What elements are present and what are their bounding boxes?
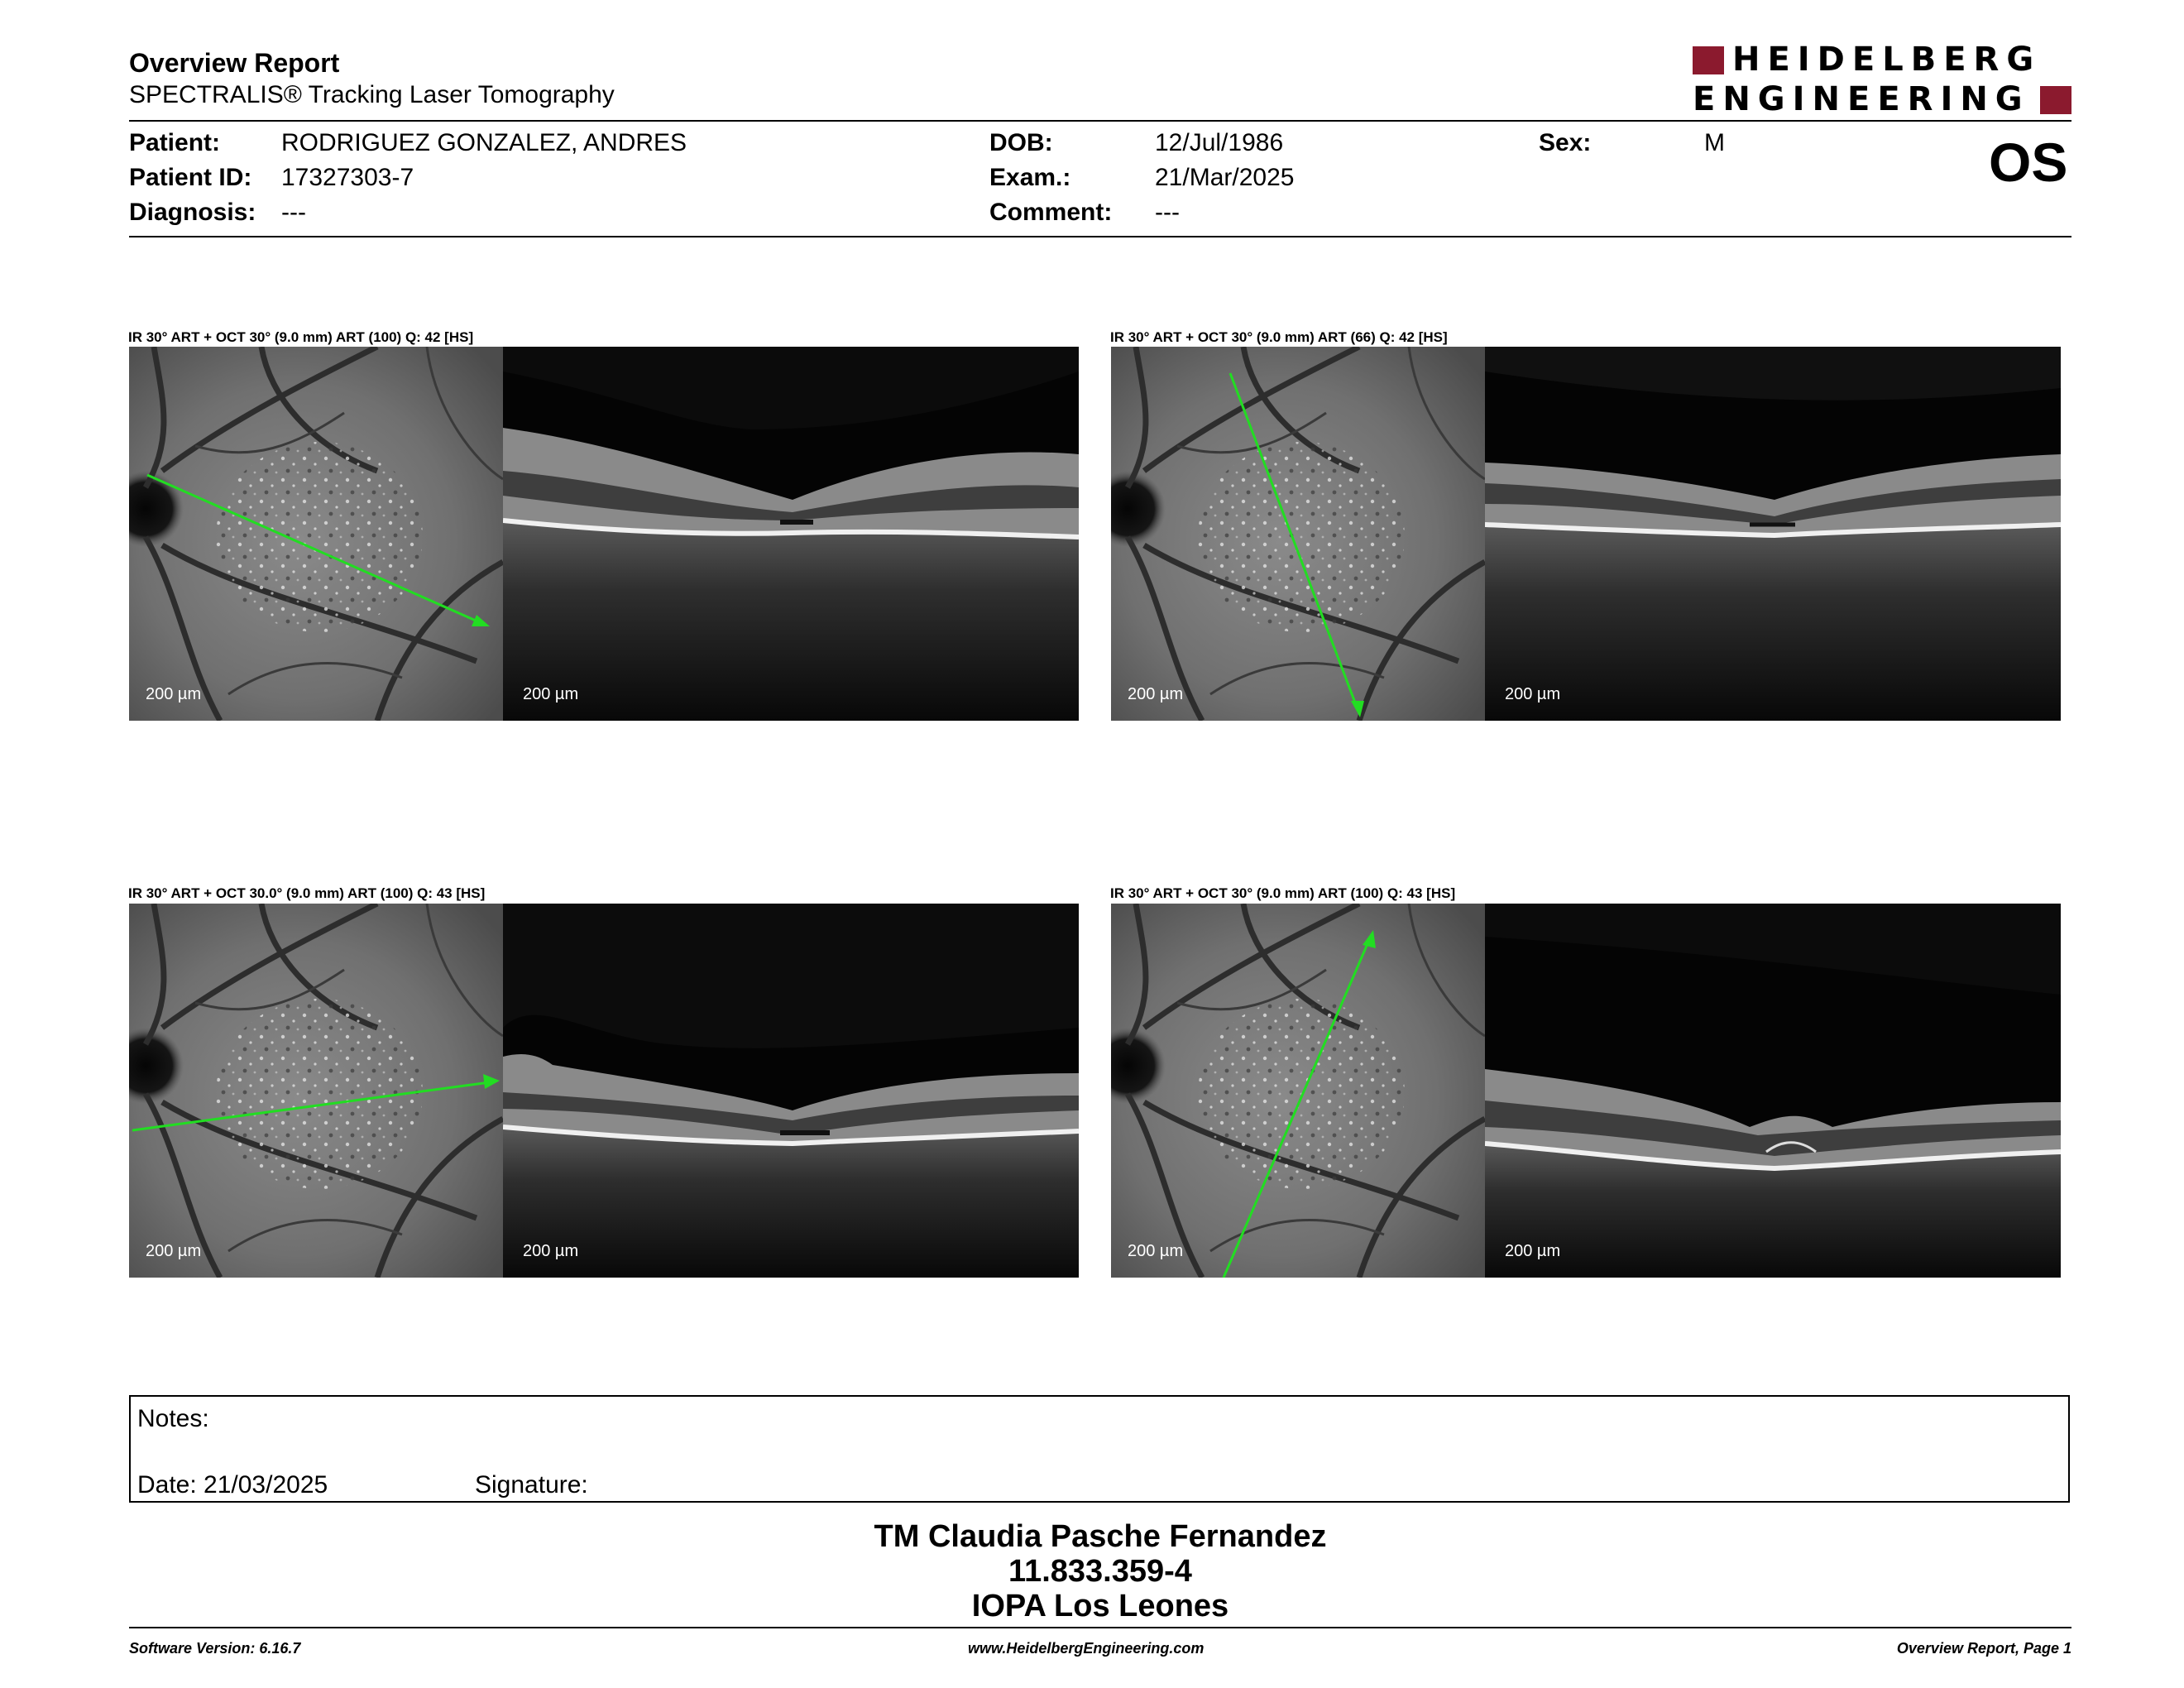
comment-label: Comment:	[989, 199, 1113, 226]
diagnosis-label: Diagnosis:	[129, 199, 256, 226]
ir-scale-bar: 200 µm	[1128, 1242, 1184, 1260]
fundus-drawing	[129, 347, 503, 721]
sex-value: M	[1704, 129, 1725, 156]
comment-value: ---	[1155, 199, 1180, 226]
ir-scale-bar: 200 µm	[146, 1242, 202, 1260]
oct-bscan-image	[503, 347, 1079, 721]
ir-scale-bar: 200 µm	[146, 685, 202, 703]
patient-id-label: Patient ID:	[129, 164, 252, 191]
software-version: Software Version: 6.16.7	[129, 1640, 301, 1657]
bscan-drawing	[503, 904, 1079, 1278]
dob-label: DOB:	[989, 129, 1053, 156]
report-title: Overview Report	[129, 48, 340, 78]
ir-scale-bar: 200 µm	[1128, 685, 1184, 703]
date-label: Date: 21/03/2025	[137, 1471, 328, 1499]
sex-label: Sex:	[1539, 129, 1592, 156]
header-rule-top	[129, 120, 2071, 122]
scan-panel-2	[1111, 347, 2061, 721]
scan-panel-4	[1111, 904, 2061, 1278]
scan-panel-3	[129, 904, 1079, 1278]
patient-id-value: 17327303-7	[281, 164, 414, 191]
logo-text-line1: HEIDELBERG	[1732, 41, 2042, 79]
fundus-drawing	[1111, 347, 1485, 721]
logo-red-square-left	[1693, 46, 1724, 74]
scan-caption-1: IR 30° ART + OCT 30° (9.0 mm) ART (100) Q: 42 [HS]	[128, 329, 474, 345]
fundus-drawing	[129, 904, 503, 1278]
notes-box[interactable]	[129, 1395, 2070, 1503]
footer-rule	[129, 1627, 2071, 1628]
ir-fundus-image	[1111, 904, 1485, 1278]
oct-bscan-image	[503, 904, 1079, 1278]
signatory-institution: IOPA Los Leones	[971, 1589, 1229, 1623]
page-indicator: Overview Report, Page 1	[1896, 1640, 2071, 1657]
ir-fundus-image	[1111, 347, 1485, 721]
bscan-drawing	[503, 347, 1079, 721]
scan-caption-2: IR 30° ART + OCT 30° (9.0 mm) ART (66) Q: 42 [HS]	[1110, 329, 1448, 345]
oct-scale-bar: 200 µm	[1505, 1242, 1561, 1260]
signatory-name: TM Claudia Pasche Fernandez	[874, 1519, 1327, 1554]
report-subtitle: SPECTRALIS® Tracking Laser Tomography	[129, 81, 615, 108]
scan-caption-3: IR 30° ART + OCT 30.0° (9.0 mm) ART (100) Q: 43 [HS]	[128, 885, 486, 901]
oct-scale-bar: 200 µm	[523, 1242, 579, 1260]
signature-label: Signature:	[475, 1471, 588, 1499]
patient-name: RODRIGUEZ GONZALEZ, ANDRES	[281, 129, 687, 156]
bscan-drawing	[1485, 347, 2061, 721]
exam-label: Exam.:	[989, 164, 1071, 191]
ir-fundus-image	[129, 347, 503, 721]
scan-panel-1	[129, 347, 1079, 721]
oct-bscan-image	[1485, 904, 2061, 1278]
notes-label: Notes:	[137, 1405, 209, 1432]
heidelberg-logo	[1693, 43, 2073, 119]
logo-red-square-right	[2040, 86, 2071, 114]
header-rule-bottom	[129, 236, 2071, 237]
scan-caption-4: IR 30° ART + OCT 30° (9.0 mm) ART (100) Q: 43 [HS]	[1110, 885, 1456, 901]
eye-laterality: OS	[1989, 132, 2068, 193]
exam-value: 21/Mar/2025	[1155, 164, 1295, 191]
dob-value: 12/Jul/1986	[1155, 129, 1284, 156]
website-link[interactable]: www.HeidelbergEngineering.com	[968, 1640, 1205, 1657]
oct-scale-bar: 200 µm	[523, 685, 579, 703]
bscan-drawing	[1485, 904, 2061, 1278]
signatory-id: 11.833.359-4	[1008, 1554, 1192, 1589]
patient-label: Patient:	[129, 129, 221, 156]
oct-bscan-image	[1485, 347, 2061, 721]
logo-text-line2: ENGINEERING	[1693, 80, 2030, 118]
oct-scale-bar: 200 µm	[1505, 685, 1561, 703]
fundus-drawing	[1111, 904, 1485, 1278]
ir-fundus-image	[129, 904, 503, 1278]
diagnosis-value: ---	[281, 199, 306, 226]
